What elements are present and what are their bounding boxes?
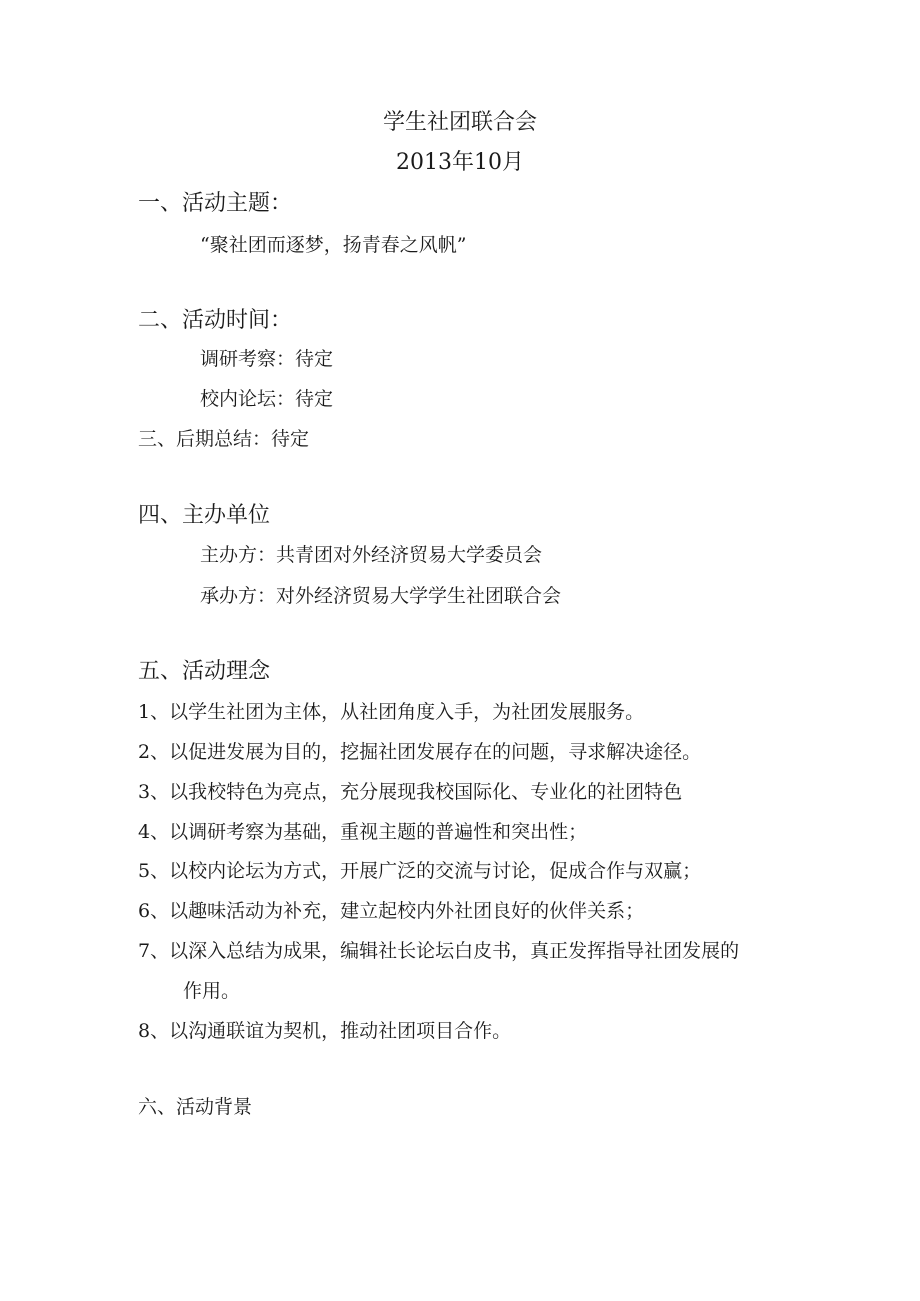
concept-item-2: 2、以促进发展为目的，挖掘社团发展存在的问题，寻求解决途径。 — [138, 741, 702, 763]
section-3-heading: 三、后期总结：待定 — [138, 428, 310, 450]
section-5-heading: 五、活动理念 — [138, 659, 271, 684]
concept-item-8: 8、以沟通联谊为契机，推动社团项目合作。 — [138, 1020, 512, 1042]
section-1-heading: 一、活动主题： — [138, 191, 293, 216]
activity-theme: “聚社团而逐梦，扬青春之风帆” — [200, 234, 467, 256]
concept-item-3: 3、以我校特色为亮点，充分展现我校国际化、专业化的社团特色 — [138, 781, 683, 803]
org-title: 学生社团联合会 — [382, 110, 537, 135]
concept-item-4: 4、以调研考察为基础，重视主题的普遍性和突出性； — [138, 821, 588, 843]
section-2-heading: 二、活动时间： — [138, 308, 293, 333]
section-4-heading: 四、主办单位 — [138, 503, 271, 528]
concept-item-5: 5、以校内论坛为方式，开展广泛的交流与讨论，促成合作与双赢； — [138, 860, 702, 882]
concept-item-1: 1、以学生社团为主体，从社团角度入手，为社团发展服务。 — [138, 701, 645, 723]
concept-item-6: 6、以趣味活动为补充，建立起校内外社团良好的伙伴关系； — [138, 900, 645, 922]
document-date: 2013年10月 — [396, 150, 524, 175]
time-item-research: 调研考察：待定 — [200, 348, 334, 370]
organizer-host: 主办方：共青团对外经济贸易大学委员会 — [200, 544, 543, 566]
concept-item-7-continued: 作用。 — [183, 980, 241, 1002]
section-6-heading: 六、活动背景 — [138, 1096, 253, 1118]
time-item-forum: 校内论坛：待定 — [200, 388, 334, 410]
organizer-undertaker: 承办方：对外经济贸易大学学生社团联合会 — [200, 585, 562, 607]
concept-item-7: 7、以深入总结为成果，编辑社长论坛白皮书，真正发挥指导社团发展的 — [138, 940, 740, 962]
